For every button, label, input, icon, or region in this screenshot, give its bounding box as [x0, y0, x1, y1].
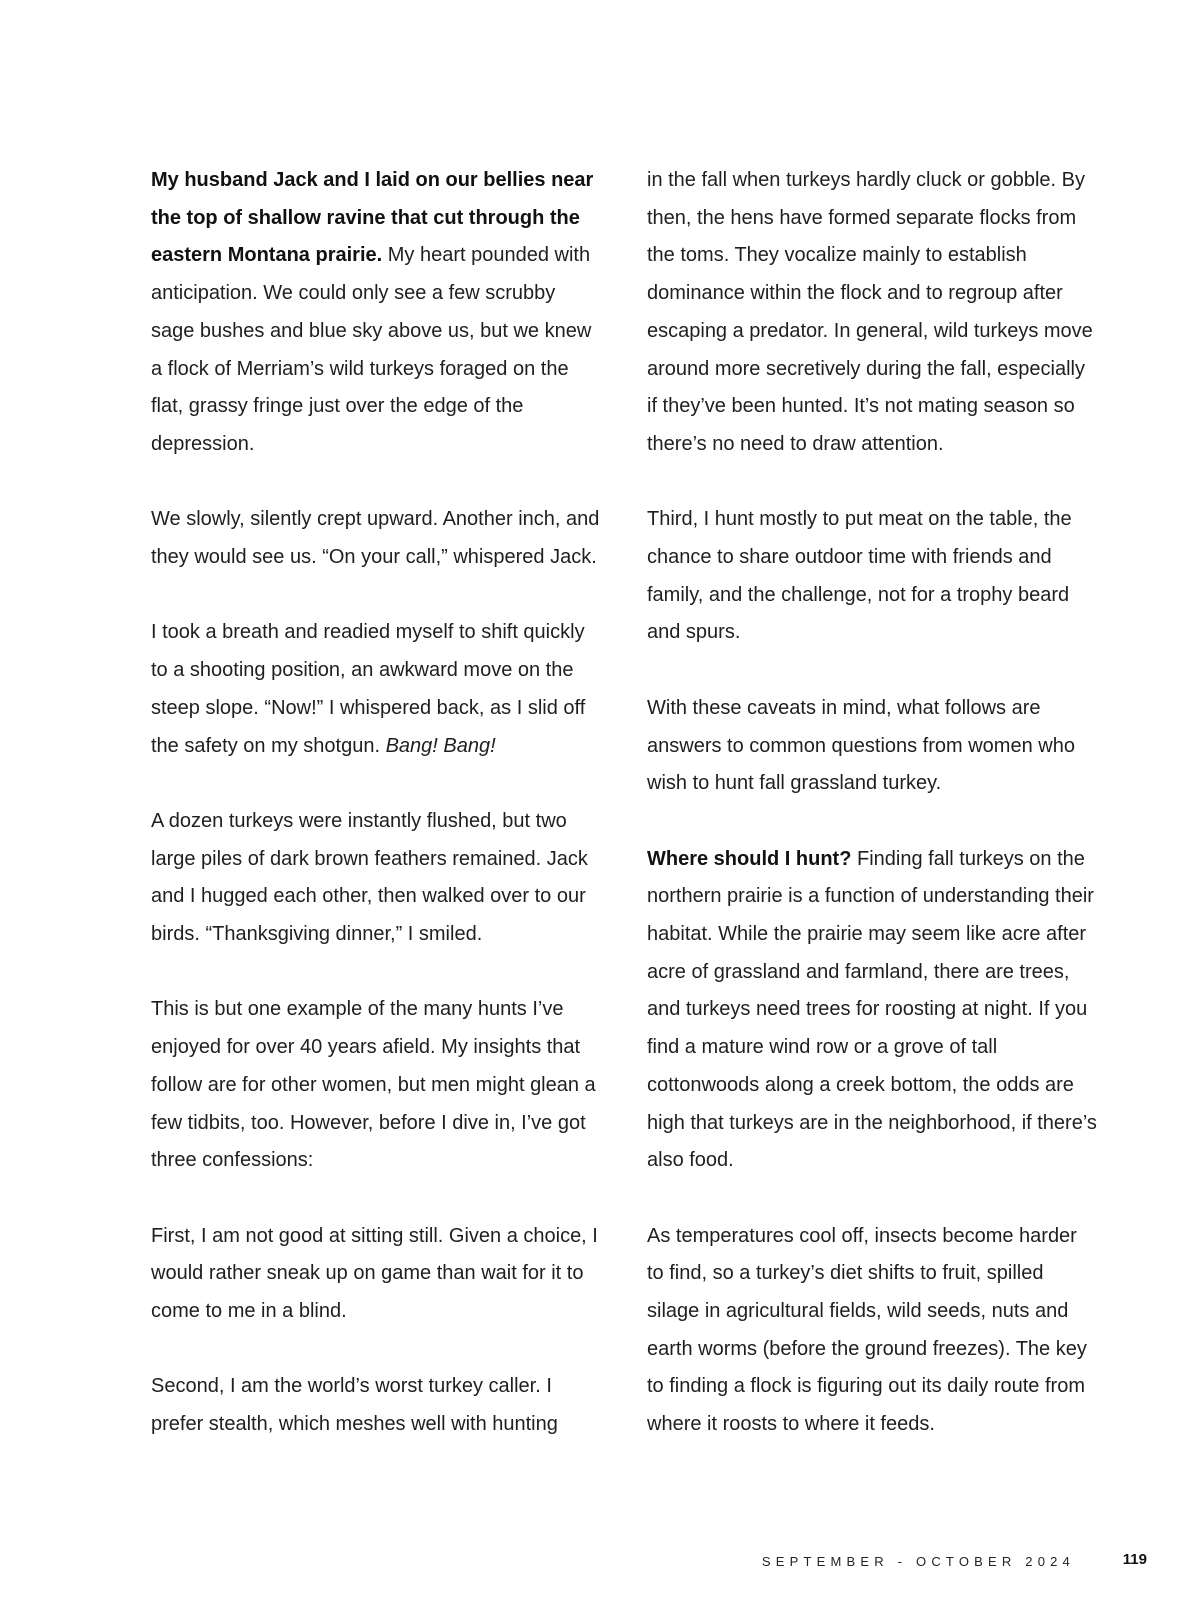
paragraph-text: Finding fall turkeys on the northern prairie is a function of understanding their habitat. While the prairie may seem like acre after acre of grassland and farmland, there are trees, and turkeys need trees for roosting at night. If you find a mature wind row or a grove of tall cottonwoods along a creek bottom, the odds are high that turkeys are in the neighborhood, if there’s also food.	[647, 847, 1097, 1172]
paragraph-text: My heart pounded with anticipation. We could only see a few scrubby sage bushes and blue sky above us, but we knew a flock of Merriam’s wild turkeys foraged on the flat, grassy fringe just over the edge of the depression.	[151, 244, 592, 455]
page-number: 119	[1122, 1551, 1147, 1568]
article-paragraph: First, I am not good at sitting still. Given a choice, I would rather sneak up on game than wait for it to come to me in a blind.	[151, 1224, 598, 1323]
question-heading: Where should I hunt?	[647, 847, 852, 870]
article-paragraph: in the fall when turkeys hardly cluck or gobble. By then, the hens have formed separate flocks from the toms. They vocalize mainly to establish dominance within the flock and to regroup after escaping a predator. In general, wild turkeys move around more secretively during the fall, especially if they’ve been hunted. It’s not mating season so there’s no need to draw attention.	[647, 169, 1093, 455]
italic-text: Bang! Bang!	[385, 734, 496, 757]
article-paragraph: As temperatures cool off, insects become harder to find, so a turkey’s diet shifts to fruit, spilled silage in agricultural fields, wild seeds, nuts and earth worms (before the ground freezes). The key to finding a flock is figuring out its daily route from where it roosts to where it feeds.	[647, 1224, 1087, 1436]
article-paragraph: A dozen turkeys were instantly flushed, but two large piles of dark brown feathers remained. Jack and I hugged each other, then walked over to our birds. “Thanksgiving dinner,” I smiled.	[151, 809, 588, 946]
article-paragraph: Second, I am the world’s worst turkey caller. I prefer stealth, which meshes well with hunting	[151, 1375, 558, 1436]
article-column-left	[151, 162, 601, 1444]
article-column-right	[647, 162, 1097, 1444]
paragraph-text: I took a breath and readied myself to shift quickly to a shooting position, an awkward move on the steep slope. “Now!” I whispered back, as I slid off the safety on my shotgun.	[151, 621, 586, 757]
article-paragraph	[151, 614, 601, 765]
lead-in-text: My husband Jack and I laid on our bellies near the top of shallow ravine that cut through the eastern Montana prairie.	[151, 169, 594, 267]
article-paragraph: We slowly, silently crept upward. Another inch, and they would see us. “On your call,” whispered Jack.	[151, 508, 600, 569]
article-paragraph	[647, 841, 1097, 1180]
article-paragraph: This is but one example of the many hunts I’ve enjoyed for over 40 years afield. My insights that follow are for other women, but men might glean a few tidbits, too. However, before I dive in, I’ve got three confessions:	[151, 998, 596, 1172]
article-paragraph: Third, I hunt mostly to put meat on the table, the chance to share outdoor time with friends and family, and the challenge, not for a trophy beard and spurs.	[647, 508, 1072, 644]
article-paragraph: With these caveats in mind, what follows are answers to common questions from women who wish to hunt fall grassland turkey.	[647, 696, 1075, 795]
issue-date-footer: SEPTEMBER - OCTOBER 2024	[761, 1554, 1075, 1569]
article-paragraph	[151, 162, 601, 464]
